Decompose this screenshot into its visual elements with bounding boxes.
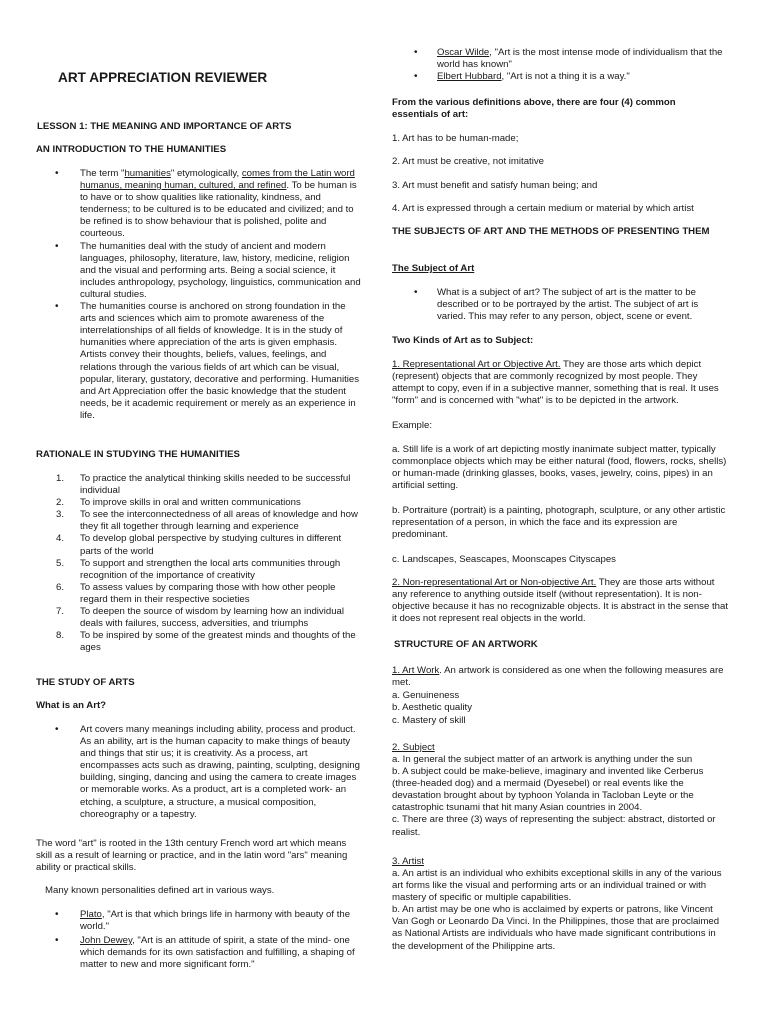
rationale-item bbox=[36, 582, 362, 606]
definition-text: , "Art is not a thing it is a way." bbox=[501, 71, 630, 83]
humanities-term: humanities bbox=[124, 168, 171, 179]
rationale-list bbox=[36, 473, 362, 654]
intro-bullet-list bbox=[36, 168, 362, 422]
text-run: " etymologically, bbox=[170, 168, 242, 179]
document-title: ART APPRECIATION REVIEWER bbox=[58, 70, 268, 85]
definition-hubbard bbox=[392, 71, 732, 83]
intro-bullet-2: • The humanities deal with the study of ancient and modern languages, philosophy, literature, law, history, medicine, religion and the visual and performing arts. Being a social science, it includes anthropology, psychology, linguistics, communication and cultural studies. bbox=[36, 241, 362, 301]
nonrepresentational-paragraph bbox=[392, 577, 730, 625]
rationale-item bbox=[36, 558, 362, 582]
subject2-item-b: b. A subject could be make-believe, imaginary and invented like Cerberus (three-headed dog) and a mermaid (Dyesebel) or real events like the devastation brought about by typhoon Yolanda in Tacloban Leyte or the catastrophic tsunami that hit many Asian countries in 2004. bbox=[392, 766, 704, 814]
subjects-heading: THE SUBJECTS OF ART AND THE METHODS OF PRESENTING THEM bbox=[392, 226, 710, 237]
text-run: The term " bbox=[80, 168, 125, 179]
rationale-item-text: To be inspired by some of the greatest minds and thoughts of the ages bbox=[80, 630, 356, 654]
rationale-item bbox=[36, 509, 362, 533]
text-run: . To be human is to have or to show qualities like rationality, kindness, and tenderness; to be cultured is to be educated and civilized; and to be refined is to show behaviour that is polished, polite and courteous. bbox=[80, 180, 357, 240]
example-c: c. Landscapes, Seascapes, Moonscapes Cityscapes bbox=[392, 554, 616, 565]
rationale-item-number: 8. bbox=[56, 630, 65, 642]
rationale-item-text: To assess values by comparing those with how other people regard them in their respective societies bbox=[80, 581, 336, 605]
rationale-item-number: 6. bbox=[56, 581, 65, 593]
definition-text: , "Art is that which brings life in harmony with beauty of the world." bbox=[80, 909, 351, 933]
rationale-heading: RATIONALE IN STUDYING THE HUMANITIES bbox=[36, 449, 240, 460]
rationale-item-number: 3. bbox=[56, 509, 65, 521]
rationale-item-number: 4. bbox=[56, 533, 65, 545]
artist-title: 3. Artist bbox=[392, 856, 424, 867]
intro-bullet-1 bbox=[36, 168, 362, 241]
rationale-item bbox=[36, 473, 362, 497]
artwork-item-a: a. Genuineness bbox=[392, 690, 460, 701]
representational-paragraph bbox=[392, 359, 730, 407]
subject2-item-a: a. In general the subject matter of an artwork is anything under the sun bbox=[392, 754, 693, 765]
definition-text: , "Art is an attitude of spirit, a state of the mind- one which demands for its own satisfaction and fulfilling, a shaping of matter to new and more significant form." bbox=[80, 935, 355, 971]
subject-bullet: • What is a subject of art? The subject of art is the matter to be described or to be portrayed by the artist. The subject of art is varied. This may refer to any person, object, scene or event. bbox=[392, 287, 714, 323]
definitions-list-left bbox=[36, 909, 366, 971]
artwork-text: . An artwork is considered as one when the following measures are met. bbox=[392, 665, 724, 689]
rationale-item-number: 5. bbox=[56, 557, 65, 569]
rationale-item-text: To develop global perspective by studying cultures in different parts of the world bbox=[80, 533, 342, 557]
artwork-paragraph bbox=[392, 665, 730, 689]
rationale-item-text: To practice the analytical thinking skills needed to be successful individual bbox=[80, 473, 351, 497]
dewey-name: John Dewey bbox=[80, 935, 133, 947]
nonrepresentational-text: They are those arts without any reference to anything outside itself (without representation). It is non-objective because it has no recognizable objects. It is abstract in the sense that it does not represent real objects in the world. bbox=[392, 577, 728, 625]
study-heading: THE STUDY OF ARTS bbox=[36, 677, 135, 688]
artwork-item-c: c. Mastery of skill bbox=[392, 715, 466, 726]
structure-heading: STRUCTURE OF AN ARTWORK bbox=[394, 639, 538, 650]
what-is-art-heading: What is an Art? bbox=[36, 700, 106, 711]
rationale-item bbox=[36, 497, 362, 509]
rationale-item-text: To improve skills in oral and written communications bbox=[80, 497, 301, 509]
artwork-title: 1. Art Work bbox=[392, 665, 440, 676]
nonrepresentational-title: 2. Non-representational Art or Non-objective Art. bbox=[392, 577, 597, 588]
essential-3: 3. Art must benefit and satisfy human being; and bbox=[392, 180, 598, 191]
definition-dewey bbox=[36, 935, 366, 971]
essential-4: 4. Art is expressed through a certain medium or material by which artist bbox=[392, 203, 694, 214]
rationale-item-text: To see the interconnectedness of all areas of knowledge and how they fit all together through learning and experience bbox=[80, 509, 358, 533]
rationale-item bbox=[36, 606, 362, 630]
wilde-name: Oscar Wilde bbox=[437, 47, 490, 58]
artist-item-a: a. An artist is an individual who exhibits exceptional skills in any of the various art forms like the visual and performing arts or an individual trained or with mastery of specific or multiple capabilities. bbox=[392, 868, 722, 904]
subject2-list bbox=[392, 754, 732, 839]
personalities-paragraph: Many known personalities defined art in various ways. bbox=[45, 885, 275, 896]
example-label: Example: bbox=[392, 420, 432, 431]
example-a: a. Still life is a work of art depicting mostly inanimate subject matter, typically commonplace objects which may be either natural (food, flowers, rocks, shells) or human-made (drinking glasses, books, vases, jewelry, coins, pipes) in an artificial setting. bbox=[392, 444, 727, 492]
subject-bullet-list bbox=[392, 287, 714, 323]
intro-heading: AN INTRODUCTION TO THE HUMANITIES bbox=[36, 144, 227, 155]
rationale-item-text: To deepen the source of wisdom by learning how an individual deals with failures, success, adversities, and triumphs bbox=[80, 606, 344, 630]
subject2-title: 2. Subject bbox=[392, 742, 435, 753]
rationale-item bbox=[36, 630, 362, 654]
rationale-item bbox=[36, 533, 362, 557]
representational-title: 1. Representational Art or Objective Art. bbox=[392, 359, 561, 370]
essentials-heading: From the various definitions above, there are four (4) common essentials of art: bbox=[392, 97, 676, 121]
rationale-item-number: 2. bbox=[56, 497, 65, 509]
subject-of-art-heading: The Subject of Art bbox=[392, 263, 475, 274]
lesson-heading: LESSON 1: THE MEANING AND IMPORTANCE OF ARTS bbox=[37, 121, 292, 132]
art-bullet: • Art covers many meanings including ability, process and product. As an ability, art is the human capacity to make things of beauty and things that stir us; it is creativity. As a process, art encompasses acts such as drawing, painting, sculpting, designing building, singing, dancing and using the camera to create images or memorable works. As a product, art is a completed work- an etching, a sculpture, a structure, a musical composition, choreography or a tapestry. bbox=[36, 724, 362, 821]
definition-plato bbox=[36, 909, 366, 933]
rationale-item-text: To support and strengthen the local arts communities through recognition of the importance of creativity bbox=[80, 557, 341, 581]
latin-origin-text: comes from the Latin word humanus, meaning human, cultured, and refined bbox=[80, 168, 355, 192]
artwork-item-b: b. Aesthetic quality bbox=[392, 702, 472, 713]
plato-name: Plato bbox=[80, 909, 102, 920]
essential-1: 1. Art has to be human-made; bbox=[392, 133, 519, 144]
definitions-list-right bbox=[392, 47, 732, 83]
rationale-item-number: 1. bbox=[56, 473, 65, 484]
artist-item-b: b. An artist may be one who is acclaimed by experts or patrons, like Vincent Van Gogh or Leonardo Da Vinci. In the Philippines, those that are proclaimed as National Artists are individuals who have made significant contributions in the development of the Philippine arts. bbox=[392, 904, 720, 952]
definition-wilde bbox=[392, 47, 732, 71]
essential-2: 2. Art must be creative, not imitative bbox=[392, 156, 544, 167]
hubbard-name: Elbert Hubbard bbox=[437, 71, 502, 83]
artist-list bbox=[392, 868, 730, 953]
representational-text: They are those arts which depict (represent) objects that are commonly recognized by most people. They attempt to copy, even if in a subjective manner, something that is real. It uses "form" and is concerned with "what" is to be depicted in the artwork. bbox=[392, 359, 719, 407]
rationale-item-number: 7. bbox=[56, 606, 65, 618]
example-b: b. Portraiture (portrait) is a painting, photograph, sculpture, or any other artistic representation of a person, in which the face and its expression are predominant. bbox=[392, 505, 726, 541]
art-bullet-list bbox=[36, 724, 362, 821]
definition-text: , "Art is the most intense mode of individualism that the world has known" bbox=[437, 47, 723, 71]
word-art-paragraph: The word "art" is rooted in the 13th century French word art which means skill as a result of learning or practice, and in the latin word "ars" meaning ability or practical skills. bbox=[36, 838, 348, 874]
subject2-item-c: c. There are three (3) ways of representing the subject: abstract, distorted or realist. bbox=[392, 814, 716, 838]
intro-bullet-3: • The humanities course is anchored on strong foundation in the arts and sciences which aim to promote awareness of the interrelationships of all fields of knowledge. It is in the study of humanities where appreciation of the arts is given emphasis. Artists convey their thoughts, beliefs, values, feelings, and relations through the various fields of art which can be visual, popular, literary, gustatory, decorative and performing. Humanities and Art Appreciation offer the basic knowledge that the student needs, be it academic requirement or merely as an experience in life. bbox=[36, 301, 362, 422]
two-kinds-heading: Two Kinds of Art as to Subject: bbox=[392, 335, 534, 346]
